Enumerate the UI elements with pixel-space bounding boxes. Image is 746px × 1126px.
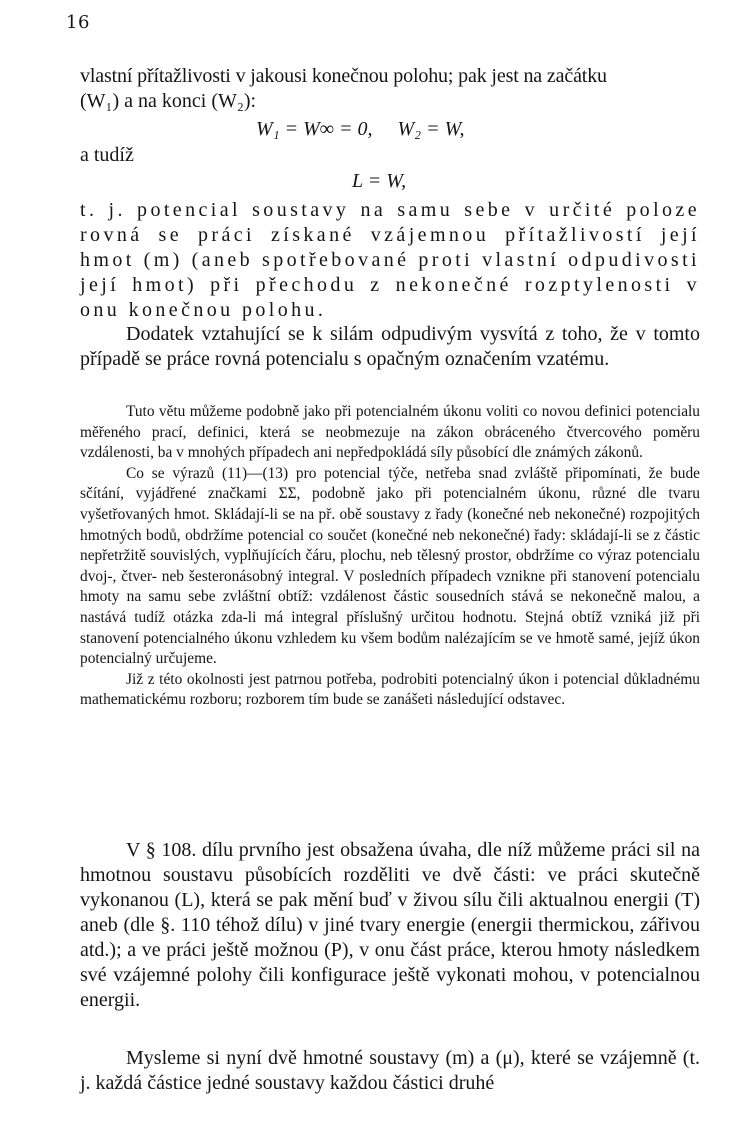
paragraph-energy-division — [80, 838, 700, 1013]
repulsive-addendum-text: Dodatek vztahující se k silám odpudivým vysvítá z toho, že v tomto případě se práce rovná potencialu s opačným označením vzatému. — [80, 323, 700, 370]
formula-l-equals-w: L = W, — [352, 170, 407, 192]
paragraph-two-systems — [80, 1046, 700, 1096]
two-systems-text: Mysleme si nyní dvě hmotné soustavy (m) a (μ), které se vzájemně (t. j. každá částice jedné soustavy každou částici druhé — [80, 1047, 700, 1094]
paragraph-potential-definition — [80, 198, 700, 323]
tudiz-line: a tudíž — [80, 144, 134, 166]
small-paragraph-summation: Co se výrazů (11)—(13) pro potencial týče, netřeba snad zvláště připomínati, že bude sčítání, vyjádřené značkami ΣΣ, podobně jako při potencialném úkonu, různé dle tvaru vyšetřovaných hmot. Skládají-li se na př. obě soustavy z řady (konečné neb nekonečné) rozpojitých hmotných bodů, obdržíme potencial co součet (konečné neb nekonečné) řady: skládají-li se z částic nepřetržitě souvislých, vyplňujících čáru, plochu, neb tělesný prostor, obdržíme co výraz potencialu dvoj-, čtver- neb šesteronásobný integral. V posledních případech vznikne při stanovení potencialu hmoty na samu sebe zvláštní obtíž: vzdálenost částic sousedních stává se nekonečně malou, a nastává tudíž otázka zda-li má integral příslušný určitou hodnotu. Stejná obtíž vzniká již při stanovení potencialného úkonu vzhledem ku všem bodům nalézajícím se ve hmotě samé, jejíž úkon potencialný určujeme. — [80, 464, 700, 668]
formula-w1-w2: W₁ = W∞ = 0, W₂ = W, — [256, 118, 465, 140]
potential-definition-text: t. j. potencial soustavy na samu sebe v určité poloze rovná se práci získané vzájemnou přítažlivostí její hmot (m) (aneb spotřebované proti vlastní odpudivosti její hmot) při přechodu z nekonečné rozptylenosti v onu konečnou polohu. — [80, 199, 700, 321]
energy-division-text: V § 108. dílu prvního jest obsažena úvaha, dle níž můžeme práci sil na hmotnou soustavu působících rozděliti ve dvě části: ve práci skutečně vykonanou (L), která se pak mění buď v živou sílu čili aktualnou energii (T) aneb (dle §. 110 téhož dílu) v jiné tvary energie (energii thermickou, zářivou atd.); a ve práci ještě možnou (P), v onu část práce, kterou hmoty následkem své vzájemné polohy čili konfigurace ještě vykonati mohou, v potencialnou energii. — [80, 839, 700, 1011]
small-print-section — [80, 402, 700, 711]
small-paragraph-analysis: Již z této okolnosti jest patrnou potřeba, podrobiti potencialný úkon i potencial důkladnému mathematickému rozboru; rozborem tím bude se zanášeti následující odstavec. — [80, 670, 700, 709]
paragraph-repulsive-addendum — [80, 322, 700, 372]
small-paragraph-definition: Tuto větu můžeme podobně jako při potencialném úkonu voliti co novou definici potencialu měřeného prací, definici, která se neobmezuje na zákon obráceného čtvercového poměru vzdálenosti, ba v mnohých případech ani nepředpokládá síly působící dle známých zákonů. — [80, 403, 700, 462]
paragraph-intro — [80, 64, 700, 114]
intro-line-1: vlastní přítažlivosti v jakousi konečnou polohu; pak jest na začátku — [80, 65, 607, 87]
page-number: 16 — [66, 12, 90, 33]
intro-line-2: (W₁) a na konci (W₂): — [80, 90, 257, 112]
